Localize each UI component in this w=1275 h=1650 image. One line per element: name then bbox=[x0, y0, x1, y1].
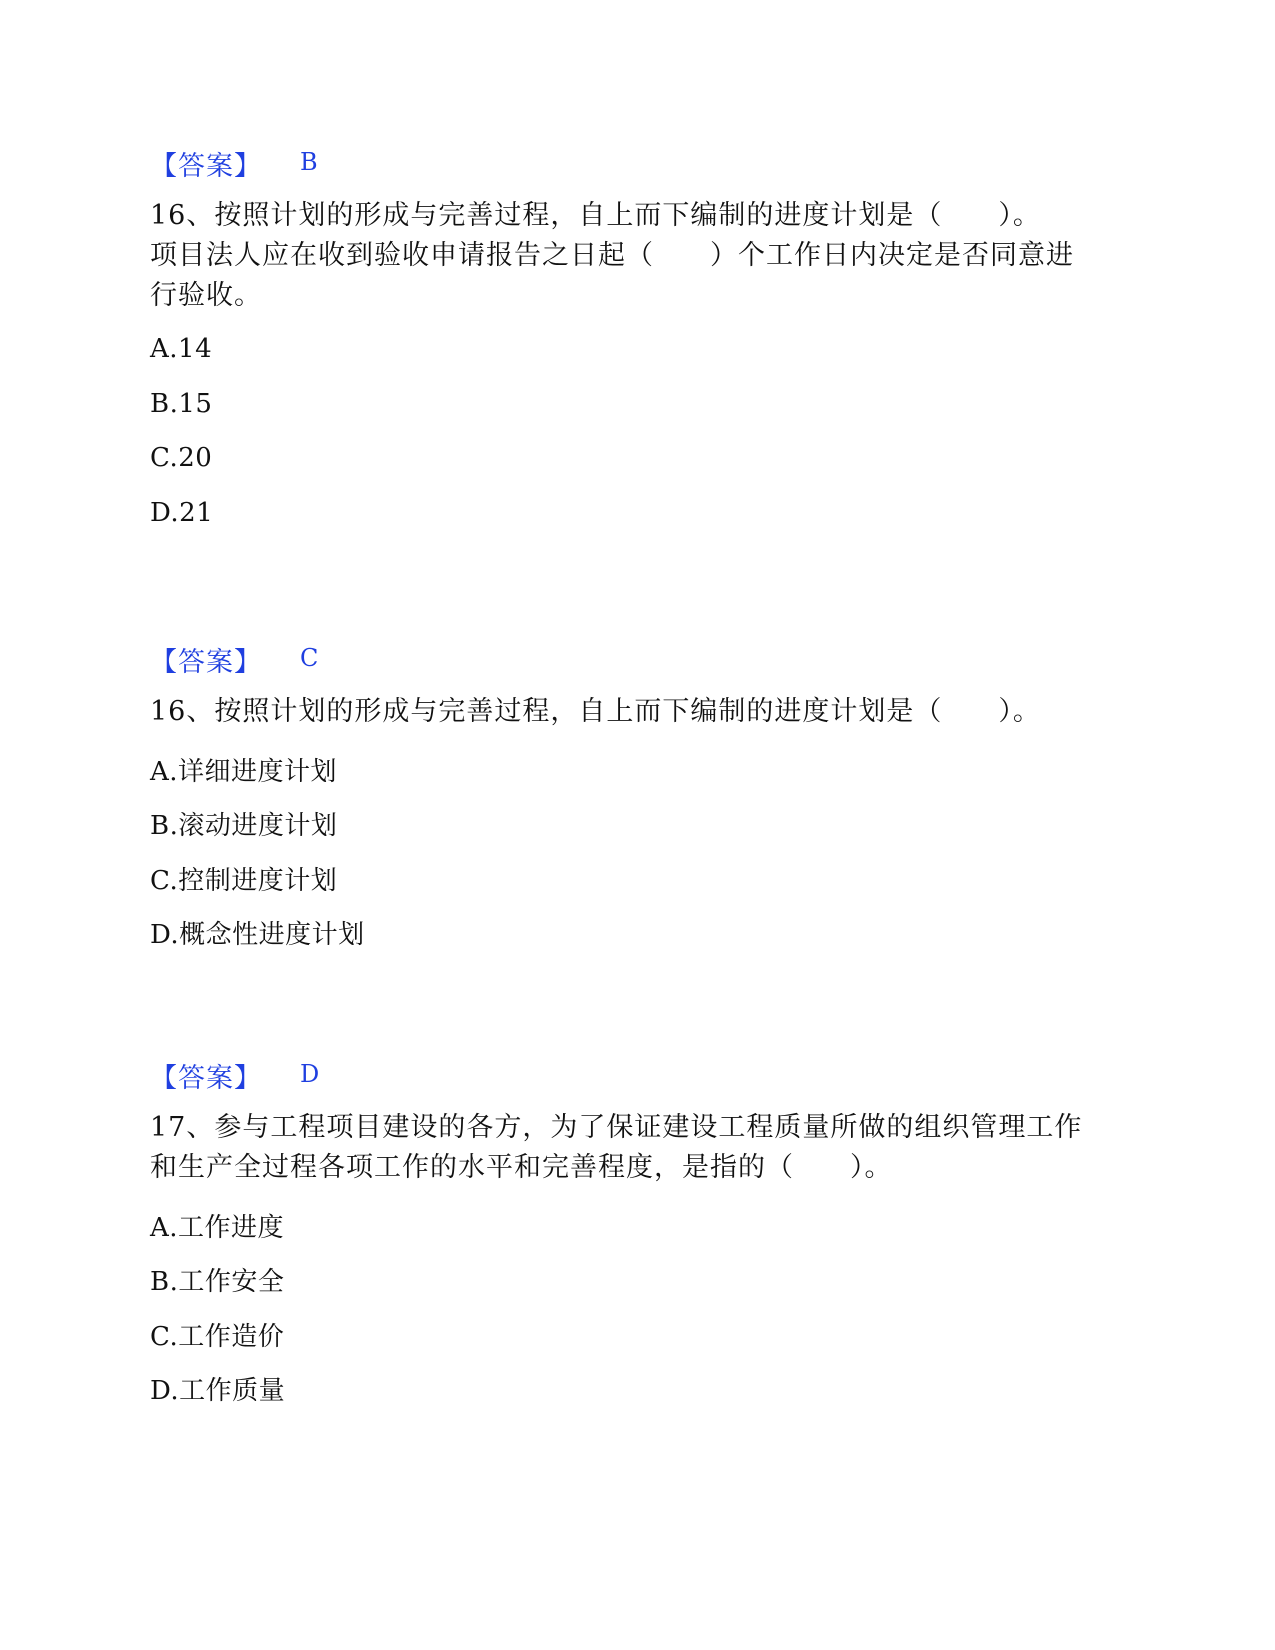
option-b: B.工作安全 bbox=[150, 1267, 285, 1297]
answer-label-2: 【答案】 bbox=[150, 647, 262, 678]
answer-label-3: 【答案】 bbox=[150, 1063, 262, 1094]
option-a: A.详细进度计划 bbox=[150, 757, 338, 787]
option-b: B.15 bbox=[150, 389, 213, 419]
option-a: A.14 bbox=[150, 334, 213, 364]
option-b: B.滚动进度计划 bbox=[150, 811, 338, 841]
question-line: 16、按照计划的形成与完善过程，自上而下编制的进度计划是（ ）。 bbox=[150, 200, 1041, 231]
question-line: 16、按照计划的形成与完善过程，自上而下编制的进度计划是（ ）。 bbox=[150, 696, 1041, 727]
option-d: D.概念性进度计划 bbox=[150, 920, 365, 950]
answer-label-1: 【答案】 bbox=[150, 151, 262, 182]
question-line: 和生产全过程各项工作的水平和完善程度，是指的（ ）。 bbox=[150, 1152, 893, 1183]
question-line: 行验收。 bbox=[150, 280, 262, 311]
option-c: C.工作造价 bbox=[150, 1322, 285, 1352]
option-d: D.21 bbox=[150, 498, 214, 528]
option-a: A.工作进度 bbox=[150, 1213, 285, 1243]
answer-value-3: D bbox=[300, 1060, 320, 1088]
answer-value-2: C bbox=[300, 644, 319, 672]
option-c: C.20 bbox=[150, 443, 213, 473]
question-line: 17、参与工程项目建设的各方，为了保证建设工程质量所做的组织管理工作 bbox=[150, 1112, 1083, 1143]
question-line: 项目法人应在收到验收申请报告之日起（ ）个工作日内决定是否同意进 bbox=[150, 240, 1074, 271]
option-c: C.控制进度计划 bbox=[150, 866, 338, 896]
option-d: D.工作质量 bbox=[150, 1376, 286, 1406]
answer-value-1: B bbox=[300, 148, 318, 176]
